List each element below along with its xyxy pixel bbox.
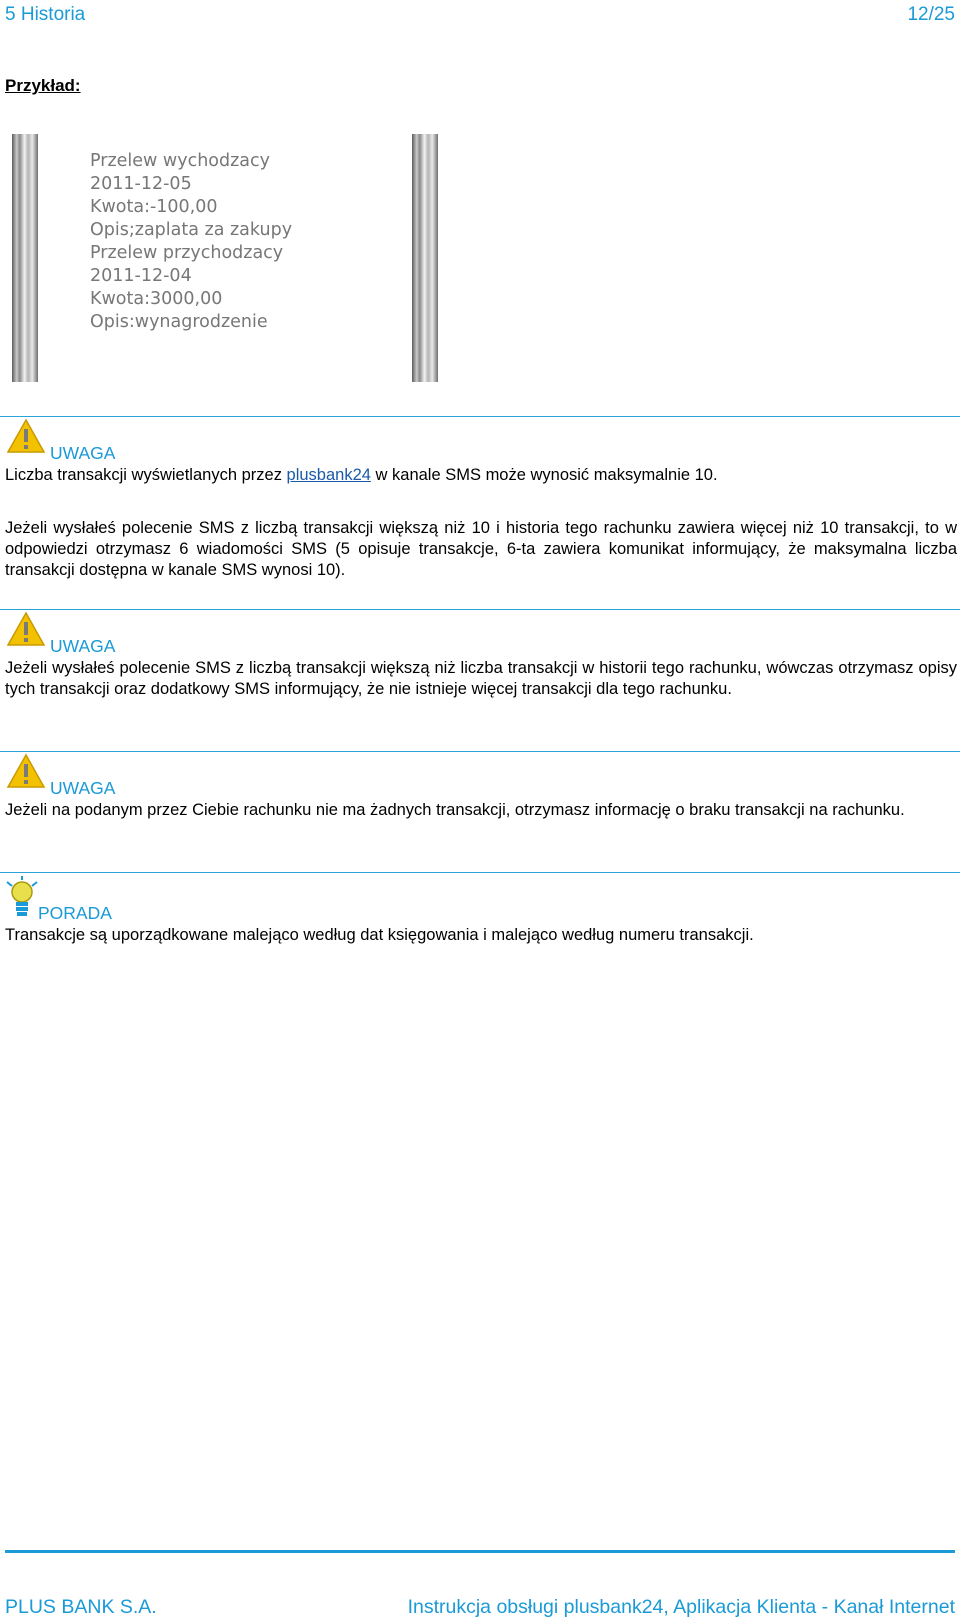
section-divider xyxy=(0,751,960,752)
header-section-title: 5 Historia xyxy=(5,4,86,25)
tip-text: Transakcje są uporządkowane malejąco według dat księgowania i malejąco według numeru transakcji. xyxy=(5,926,754,944)
sms-line: 2011-12-04 xyxy=(90,266,192,286)
footer-document-title: Instrukcja obsługi plusbank24, Aplikacja Klienta - Kanał Internet xyxy=(407,1596,955,1618)
phone-frame-left xyxy=(12,134,38,382)
sms-example-image xyxy=(10,134,456,382)
lightbulb-icon xyxy=(4,876,40,920)
phone-frame-right xyxy=(412,134,438,382)
header-page-number: 12/25 xyxy=(907,4,955,25)
sms-line: Przelew przychodzacy xyxy=(90,243,284,263)
section-divider xyxy=(0,416,960,417)
note-label: UWAGA xyxy=(50,778,116,798)
sms-line: Kwota:3000,00 xyxy=(90,289,223,309)
warning-icon xyxy=(6,753,46,789)
sms-message-lines xyxy=(90,150,292,334)
note-label: UWAGA xyxy=(50,443,116,463)
sms-line: Opis:wynagrodzenie xyxy=(90,312,268,332)
sms-line: 2011-12-05 xyxy=(90,174,192,194)
note-text-part: Liczba transakcji wyświetlanych przez xyxy=(5,466,287,484)
note-paragraph: Jeżeli wysłałeś polecenie SMS z liczbą transakcji większą niż 10 i historia tego rachunku zawiera więcej niż 10 transakcji, to w odpowiedzi otrzymasz 6 wiadomości SMS (5 opisuje transakcje, 6-ta zawiera komunikat informujący, że maksymalna liczba transakcji dostępna w kanale SMS wynosi 10). xyxy=(5,519,957,579)
section-divider xyxy=(0,609,960,610)
note-text-part: w kanale SMS może wynosić maksymalnie 10. xyxy=(370,466,718,484)
note-text: Jeżeli wysłałeś polecenie SMS z liczbą transakcji większą niż liczba transakcji w historii tego rachunku, wówczas otrzymasz opisy tych transakcji oraz dodatkowy SMS informujący, że nie istnieje więcej transakcji dla tego rachunku. xyxy=(5,659,957,698)
section-divider xyxy=(0,872,960,873)
warning-icon xyxy=(6,418,46,454)
warning-icon xyxy=(6,611,46,647)
tip-label: PORADA xyxy=(38,903,112,923)
footer-divider xyxy=(5,1550,955,1553)
sms-line: Kwota:-100,00 xyxy=(90,197,218,217)
sms-line: Opis;zaplata za zakupy xyxy=(90,220,293,240)
note-label: UWAGA xyxy=(50,636,116,656)
sms-line: Przelew wychodzacy xyxy=(90,151,270,171)
footer-company: PLUS BANK S.A. xyxy=(5,1596,157,1618)
example-heading: Przykład: xyxy=(5,76,81,95)
note-text: Jeżeli na podanym przez Ciebie rachunku nie ma żadnych transakcji, otrzymasz informację o braku transakcji na rachunku. xyxy=(5,801,905,819)
note-text xyxy=(5,465,957,486)
plusbank24-link[interactable]: plusbank24 xyxy=(286,466,371,484)
